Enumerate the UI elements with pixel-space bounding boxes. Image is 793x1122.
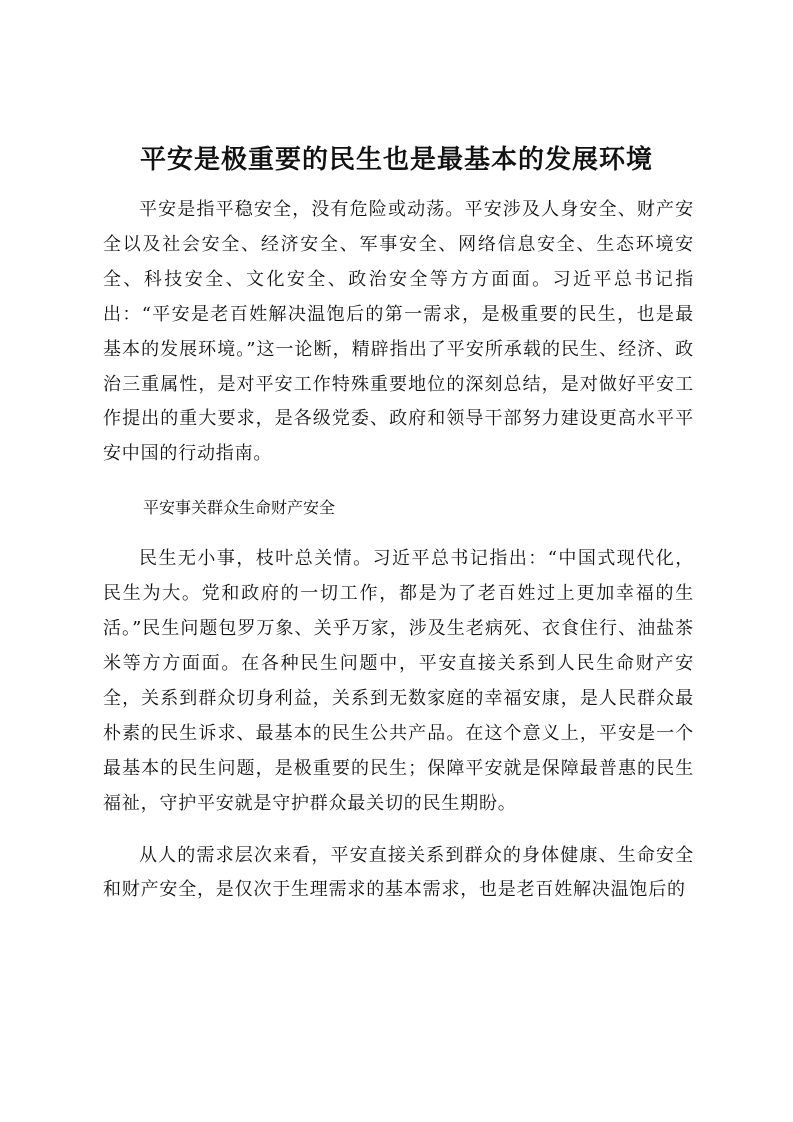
page-title: 平安是极重要的民生也是最基本的发展环境 [139,145,653,175]
paragraph-intro: 平安是指平稳安全，没有危险或动荡。平安涉及人身安全、财产安全以及社会安全、经济安全、军事安全、网络信息安全、生态环境安全、科技安全、文化安全、政治安全等方方面面。习近平总书记指出：“平安是老百姓解决温饱后的第一需求，是极重要的民生，也是最基本的发展环境。”这一论断，精辟指出了平安所承载的民生、经济、政治三重属性，是对平安工作特殊重要地位的深刻总结，是对做好平安工作提出的重大要求，是各级党委、政府和领导干部努力建设更高水平平安中国的行动指南。 [103,199,694,465]
paragraph-needs: 从人的需求层次来看，平安直接关系到群众的身体健康、生命安全和财产安全，是仅次于生理需求的基本需求，也是老百姓解决温饱后的 [103,844,694,901]
document-body [103,193,694,908]
paragraph-livelihood: 民生无小事，枝叶总关情。习近平总书记指出：“中国式现代化，民生为大。党和政府的一切工作，都是为了老百姓过上更加幸福的生活。”民生问题包罗万象、关乎万家，涉及生老病死、衣食住行、油盐茶米等方方面面。在各种民生问题中，平安直接关系到人民生命财产安全，关系到群众切身利益，关系到无数家庭的幸福安康，是人民群众最朴素的民生诉求、最基本的民生公共产品。在这个意义上，平安是一个最基本的民生问题，是极重要的民生；保障平安就是保障最普惠的民生福祉，守护平安就是守护群众最关切的民生期盼。 [103,548,694,814]
section-heading: 平安事关群众生命财产安全 [143,498,336,518]
